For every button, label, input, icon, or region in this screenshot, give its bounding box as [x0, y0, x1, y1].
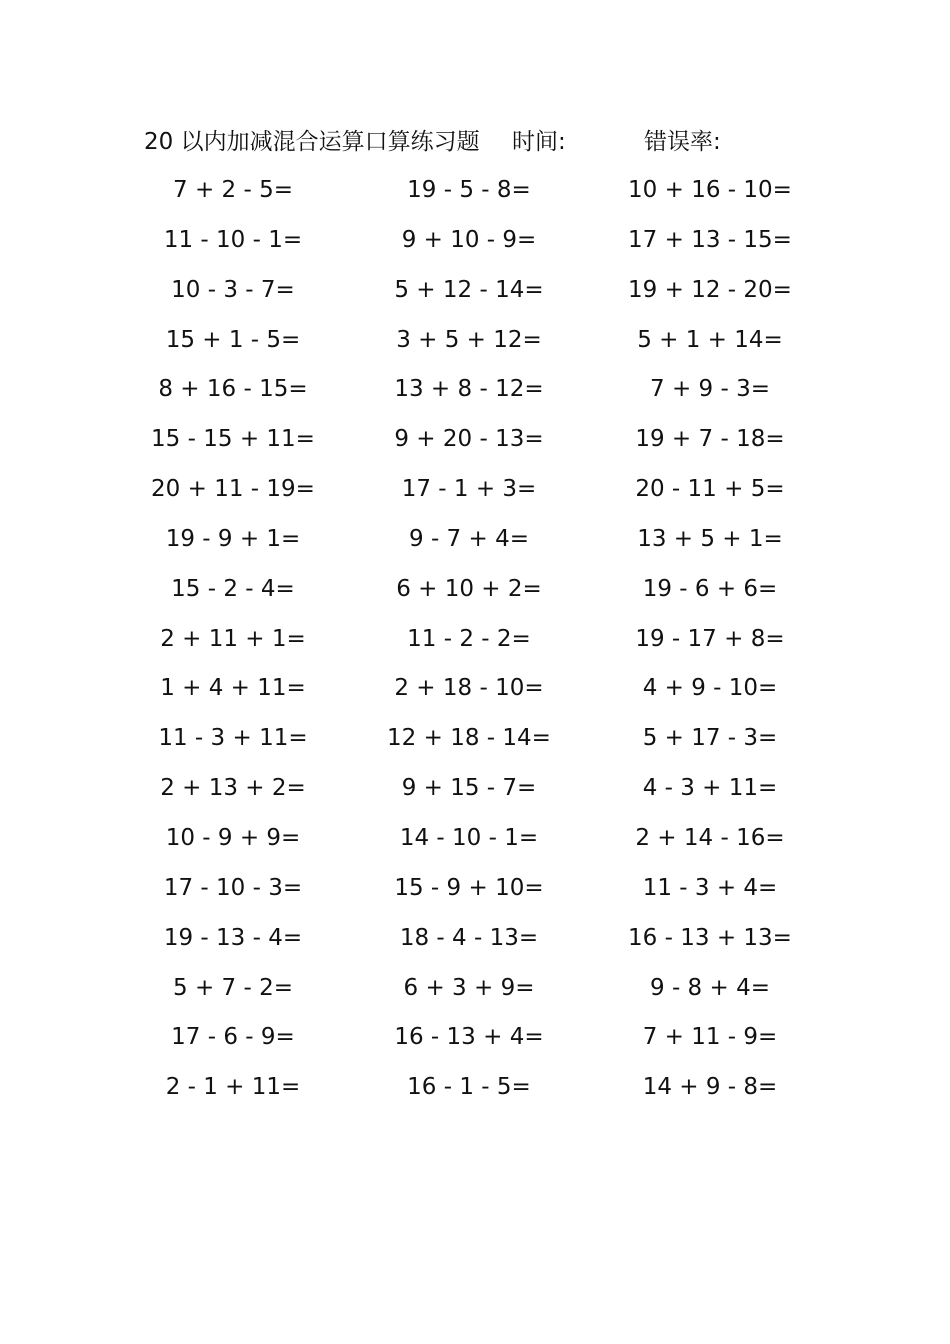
problem-item: 12 + 18 - 14= — [387, 725, 551, 752]
problem-item: 5 + 7 - 2= — [173, 974, 293, 1001]
problem-item: 2 + 14 - 16= — [635, 824, 785, 851]
problem-item: 9 + 15 - 7= — [401, 775, 537, 802]
worksheet-header — [144, 124, 844, 160]
problem-item: 2 + 18 - 10= — [394, 675, 544, 702]
problem-item: 5 + 12 - 14= — [394, 276, 544, 303]
problem-row — [0, 619, 950, 669]
problem-item: 1 + 4 + 11= — [160, 675, 306, 702]
problem-item: 15 - 9 + 10= — [394, 874, 544, 901]
time-label: 时间: — [512, 129, 566, 155]
problem-row — [0, 419, 950, 469]
problem-row — [0, 369, 950, 419]
problem-item: 20 + 11 - 19= — [151, 476, 315, 503]
problem-item: 13 + 5 + 1= — [637, 525, 783, 552]
problem-row — [0, 868, 950, 918]
page-title: 20 以内加减混合运算口算练习题 — [144, 129, 480, 155]
problem-item: 9 - 8 + 4= — [650, 974, 770, 1001]
problem-item: 8 + 16 - 15= — [158, 376, 308, 403]
problem-item: 9 + 10 - 9= — [401, 226, 537, 253]
problem-row — [0, 668, 950, 718]
problem-item: 10 - 3 - 7= — [171, 276, 295, 303]
problem-item: 17 - 6 - 9= — [171, 1024, 295, 1051]
problem-item: 7 + 11 - 9= — [642, 1024, 778, 1051]
problem-item: 16 - 13 + 13= — [628, 924, 792, 951]
problem-item: 9 + 20 - 13= — [394, 426, 544, 453]
problem-row — [0, 519, 950, 569]
problem-row — [0, 718, 950, 768]
problem-row — [0, 818, 950, 868]
problem-item: 13 + 8 - 12= — [394, 376, 544, 403]
error-rate-label: 错误率: — [644, 129, 721, 155]
problem-item: 16 - 1 - 5= — [407, 1074, 531, 1101]
problem-grid — [0, 170, 950, 1117]
problem-item: 10 - 9 + 9= — [165, 824, 301, 851]
problem-item: 19 - 17 + 8= — [635, 625, 785, 652]
problem-item: 2 - 1 + 11= — [165, 1074, 301, 1101]
problem-item: 18 - 4 - 13= — [399, 924, 539, 951]
problem-row — [0, 768, 950, 818]
problem-row — [0, 469, 950, 519]
problem-item: 2 + 13 + 2= — [160, 775, 306, 802]
problem-item: 11 - 3 + 11= — [158, 725, 308, 752]
problem-row — [0, 968, 950, 1018]
problem-item: 19 - 5 - 8= — [407, 177, 531, 203]
problem-row — [0, 1067, 950, 1117]
problem-item: 17 - 10 - 3= — [163, 874, 303, 901]
problem-item: 11 - 2 - 2= — [407, 625, 531, 652]
problem-row — [0, 170, 950, 220]
problem-item: 19 - 13 - 4= — [163, 924, 303, 951]
problem-row — [0, 270, 950, 320]
problem-item: 7 + 9 - 3= — [650, 376, 770, 403]
problem-item: 19 - 9 + 1= — [165, 525, 301, 552]
problem-item: 9 - 7 + 4= — [409, 525, 529, 552]
problem-item: 3 + 5 + 12= — [396, 326, 542, 353]
problem-item: 19 - 6 + 6= — [642, 575, 778, 602]
problem-item: 15 + 1 - 5= — [165, 326, 301, 353]
problem-item: 14 - 10 - 1= — [399, 824, 539, 851]
problem-item: 7 + 2 - 5= — [173, 177, 293, 203]
problem-row — [0, 220, 950, 270]
problem-item: 19 + 7 - 18= — [635, 426, 785, 453]
problem-item: 11 - 10 - 1= — [163, 226, 303, 253]
problem-item: 5 + 1 + 14= — [637, 326, 783, 353]
problem-item: 11 - 3 + 4= — [642, 874, 778, 901]
problem-item: 6 + 10 + 2= — [396, 575, 542, 602]
problem-item: 4 - 3 + 11= — [642, 775, 778, 802]
problem-item: 10 + 16 - 10= — [628, 177, 792, 203]
problem-item: 6 + 3 + 9= — [403, 974, 535, 1001]
problem-item: 17 - 1 + 3= — [401, 476, 537, 503]
problem-item: 19 + 12 - 20= — [628, 276, 792, 303]
problem-item: 17 + 13 - 15= — [628, 226, 792, 253]
problem-item: 20 - 11 + 5= — [635, 476, 785, 503]
problem-item: 15 - 15 + 11= — [151, 426, 315, 453]
problem-item: 14 + 9 - 8= — [642, 1074, 778, 1101]
problem-item: 2 + 11 + 1= — [160, 625, 306, 652]
problem-item: 16 - 13 + 4= — [394, 1024, 544, 1051]
problem-item: 15 - 2 - 4= — [171, 575, 295, 602]
problem-item: 5 + 17 - 3= — [642, 725, 778, 752]
problem-item: 4 + 9 - 10= — [642, 675, 778, 702]
problem-row — [0, 1017, 950, 1067]
problem-row — [0, 918, 950, 968]
problem-row — [0, 569, 950, 619]
problem-row — [0, 320, 950, 370]
